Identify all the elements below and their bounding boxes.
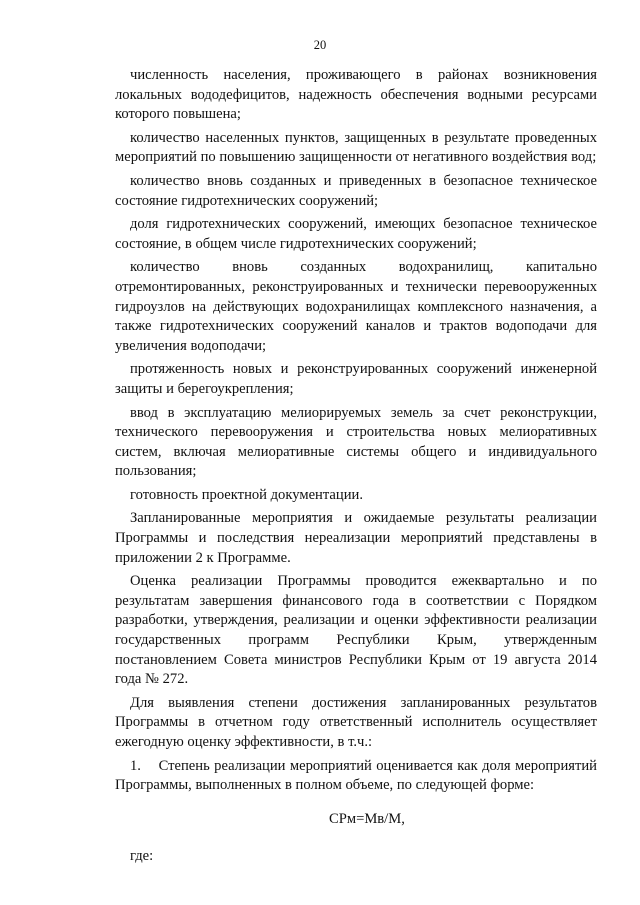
- paragraph-reservoirs-indicator: количество вновь созданных водохранилищ, капитально отремонтированных, реконструированных и технически перевооруженных гидроузлов на действующих водохранилищах комплексного назначения, а также гидротехнических сооружений каналов и трактов водоподачи для увеличения водоподачи;: [115, 259, 597, 354]
- paragraph-settlements-indicator: количество населенных пунктов, защищенных в результате проведенных мероприятий по повышению защищенности от негативного воздействия вод;: [115, 129, 597, 166]
- where-label: где:: [130, 848, 154, 865]
- paragraph-engineering-protection: протяженность новых и реконструированных сооружений инженерной защиты и берегоукрепления;: [115, 361, 597, 397]
- paragraph-hydro-structures-count: количество вновь созданных и приведенных в безопасное техническое состояние гидротехнических сооружений;: [115, 172, 597, 209]
- paragraph-project-documentation: готовность проектной документации.: [130, 486, 363, 503]
- formula: СРм=Мв/М,: [329, 810, 405, 827]
- page-body: [115, 66, 601, 867]
- paragraph-evaluation-procedure: Оценка реализации Программы проводится ежеквартально и по результатам завершения финансового года в соответствии с Порядком разработки, утверждения, реализации и оценки эффективности реализации государственных программ Республики Крым, утвержденным постановлением Совета министров Республики Крым от 19 августа 2014 года № 272.: [115, 573, 597, 688]
- page-number: 20: [313, 38, 327, 52]
- paragraph-planned-results: Запланированные мероприятия и ожидаемые результаты реализации Программы и последствия нереализации мероприятий представлены в приложении 2 к Программе.: [115, 510, 597, 566]
- paragraph-measures-degree: 1. Степень реализации мероприятий оценивается как доля мероприятий Программы, выполненных в полном объеме, по следующей форме:: [115, 757, 601, 794]
- paragraph-efficiency-assessment: Для выявления степени достижения запланированных результатов Программы в отчетном году ответственный исполнитель осуществляет ежегодную оценку эффективности, в т.ч.:: [115, 694, 597, 750]
- paragraph-reclaimed-lands: ввод в эксплуатацию мелиорируемых земель за счет реконструкции, технического перевооружения и строительства новых мелиоративных систем, включая мелиоративные системы общего и индивидуального пользования;: [115, 404, 597, 480]
- paragraph-hydro-structures-share: доля гидротехнических сооружений, имеющих безопасное техническое состояние, в общем числе гидротехнических сооружений;: [115, 216, 597, 252]
- paragraph-population-indicator: численность населения, проживающего в районах возникновения локальных вододефицитов, надежность обеспечения водными ресурсами которого повышена;: [115, 67, 597, 123]
